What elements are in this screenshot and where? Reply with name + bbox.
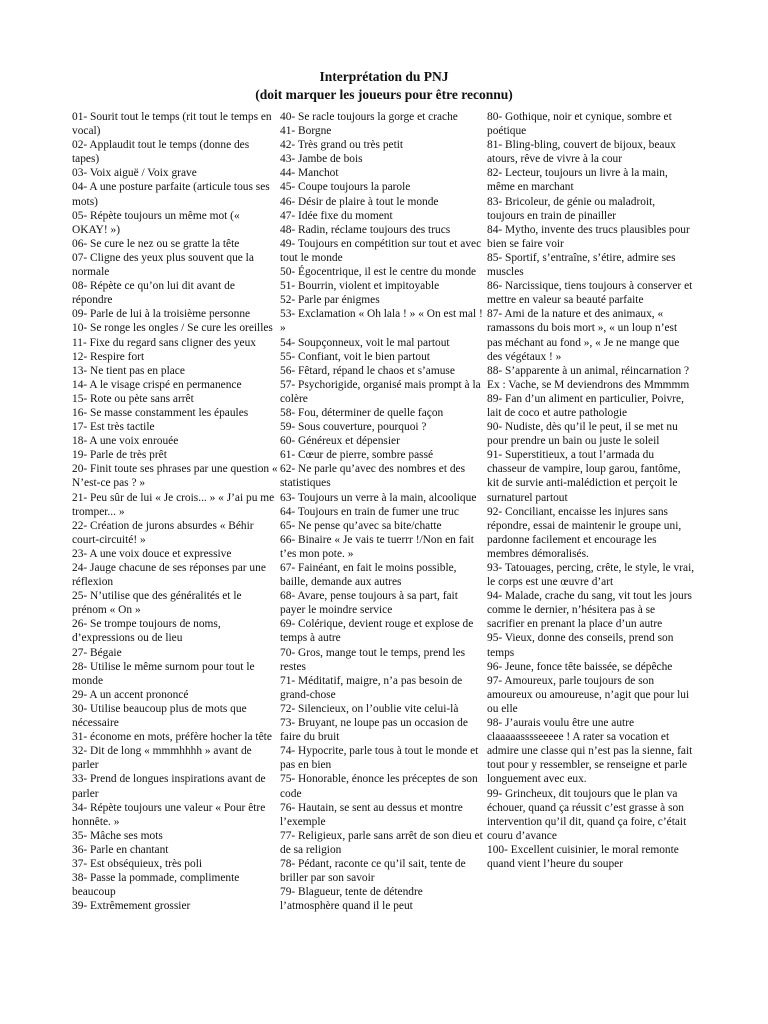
list-item: 17- Est très tactile xyxy=(72,421,155,434)
list-item: 43- Jambe de bois xyxy=(280,153,363,166)
list-item: 07- Cligne des yeux plus souvent que la normale xyxy=(72,251,254,279)
list-item: 92- Conciliant, encaisse les injures sans répondre, essai de maintenir le groupe uni, pardonne facilement et encourage les membres démoralisés. xyxy=(487,505,682,560)
list-item: 26- Se trompe toujours de noms, d’expressions ou de lieu xyxy=(72,618,221,645)
list-item: 24- Jauge chacune de ses réponses par une réflexion xyxy=(72,562,266,589)
list-item: 60- Généreux et dépensier xyxy=(280,435,400,448)
list-item: 44- Manchot xyxy=(280,167,339,180)
list-item: 08- Répète ce qu’on lui dit avant de répondre xyxy=(72,280,235,307)
list-item: 33- Prend de longues inspirations avant de parler xyxy=(72,773,266,800)
list-item: 95- Vieux, donne des conseils, prend son temps xyxy=(487,632,674,659)
list-item: 23- A une voix douce et expressive xyxy=(72,547,232,560)
list-item: 21- Peu sûr de lui « Je crois... » « J’ai pu me tromper... » xyxy=(72,491,275,518)
list-column-1 xyxy=(72,110,278,913)
list-column-2 xyxy=(280,110,484,913)
title-main: Interprétation du PNJ xyxy=(319,69,449,84)
list-item: 15- Rote ou pète sans arrêt xyxy=(72,392,194,405)
list-item: 38- Passe la pommade, complimente beaucoup xyxy=(72,872,240,899)
list-item: 50- Égocentrique, il est le centre du monde xyxy=(280,266,477,279)
list-item: 81- Bling-bling, couvert de bijoux, beaux atours, rêve de vivre à la cour xyxy=(487,139,676,166)
list-item: 04- A une posture parfaite (articule tous ses mots) xyxy=(72,181,270,208)
list-item: 22- Création de jurons absurdes « Béhir court-circuité! » xyxy=(72,519,254,546)
list-item: 78- Pédant, raconte ce qu’il sait, tente de briller par son savoir xyxy=(280,857,466,885)
list-item: 64- Toujours en train de fumer une truc xyxy=(280,505,459,518)
list-item: 18- A une voix enrouée xyxy=(72,435,179,448)
list-item: 49- Toujours en compétition sur tout et avec tout le monde xyxy=(280,237,482,264)
list-item: 30- Utilise beaucoup plus de mots que nécessaire xyxy=(72,702,247,730)
list-item: 42- Très grand ou très petit xyxy=(280,139,404,152)
list-item: 93- Tatouages, percing, crête, le style, le vrai, le corps est une œuvre d’art xyxy=(487,562,695,589)
list-item: 46- Désir de plaire à tout le monde xyxy=(280,195,439,208)
list-item: 05- Répète toujours un même mot (« OKAY! ») xyxy=(72,209,240,236)
list-item: 71- Méditatif, maigre, n’a pas besoin de grand-chose xyxy=(280,674,463,701)
list-item: 69- Colérique, devient rouge et explose de temps à autre xyxy=(280,618,474,645)
list-item: 16- Se masse constamment les épaules xyxy=(72,406,249,419)
list-item: 66- Binaire « Je vais te tuerrr !/Non en fait t’es mon pote. » xyxy=(280,533,474,560)
list-item: 68- Avare, pense toujours à sa part, fait payer le moindre service xyxy=(280,590,458,617)
list-item: 77- Religieux, parle sans arrêt de son dieu et de sa religion xyxy=(280,829,483,856)
list-item: 40- Se racle toujours la gorge et crache xyxy=(280,111,458,123)
list-item: 34- Répète toujours une valeur « Pour être honnête. » xyxy=(72,801,266,828)
list-item: 35- Mâche ses mots xyxy=(72,829,163,842)
list-item: 19- Parle de très prêt xyxy=(72,449,167,462)
list-item: 25- N’utilise que des généralités et le prénom « On » xyxy=(72,590,242,617)
list-item: 65- Ne pense qu’avec sa bite/chatte xyxy=(280,519,442,532)
list-item: 84- Mytho, invente des trucs plausibles pour bien se faire voir xyxy=(487,223,690,250)
list-item: 27- Bégaie xyxy=(72,646,122,659)
list-item: 41- Borgne xyxy=(280,125,332,138)
list-item: 73- Bruyant, ne loupe pas un occasion de faire du bruit xyxy=(280,717,468,744)
list-item: 80- Gothique, noir et cynique, sombre et poétique xyxy=(487,111,672,138)
list-column-3 xyxy=(487,110,695,871)
list-item: 94- Malade, crache du sang, vit tout les jours comme le dernier, n’hésitera pas à se sacrifier en prenant la place d’un autre xyxy=(487,590,692,631)
list-item: 11- Fixe du regard sans cligner des yeux xyxy=(72,336,256,349)
list-item: 90- Nudiste, dès qu’il le peut, il se met nu pour prendre un bain ou juste le soleil xyxy=(487,421,678,448)
list-item: 59- Sous couverture, pourquoi ? xyxy=(280,421,427,434)
list-item: 67- Fainéant, en fait le moins possible, baille, demande aux autres xyxy=(280,562,457,589)
list-item: 58- Fou, déterminer de quelle façon xyxy=(280,406,444,419)
list-item: 79- Blagueur, tente de détendre l’atmosphère quand il le peut xyxy=(280,886,423,913)
list-item: 88- S’apparente à un animal, réincarnation ? Ex : Vache, se M deviendrons des Mmmmm xyxy=(487,364,690,391)
list-item: 53- Exclamation « Oh lala ! » « On est mal ! » xyxy=(280,308,483,335)
list-item: 06- Se cure le nez ou se gratte la tête xyxy=(72,237,240,250)
list-item: 52- Parle par énigmes xyxy=(280,294,380,307)
list-item: 37- Est obséquieux, très poli xyxy=(72,857,203,870)
list-item: 54- Soupçonneux, voit le mal partout xyxy=(280,336,450,349)
list-item: 98- J’aurais voulu être une autre claaaaasssseeeee ! A rater sa vocation et admire une classe qui n’est pas la sienne, fait tout pour y ressembler, se renseigne et parle longuement avec eux. xyxy=(487,717,693,786)
list-item: 01- Sourit tout le temps (rit tout le temps en vocal) xyxy=(72,111,272,138)
list-item: 62- Ne parle qu’avec des nombres et des statistiques xyxy=(280,463,466,490)
list-item: 75- Honorable, énonce les préceptes de son code xyxy=(280,773,478,800)
list-item: 55- Confiant, voit le bien partout xyxy=(280,350,430,363)
list-item: 14- A le visage crispé en permanence xyxy=(72,378,242,391)
list-item: 85- Sportif, s’entraîne, s’étire, admire ses muscles xyxy=(487,251,676,279)
list-item: 47- Idée fixe du moment xyxy=(280,209,393,222)
list-item: 36- Parle en chantant xyxy=(72,843,169,856)
list-item: 83- Bricoleur, de génie ou maladroit, toujours en train de pinailler xyxy=(487,195,656,222)
list-item: 20- Finit toute ses phrases par une question « N’est-ce pas ? » xyxy=(72,463,278,490)
list-item: 70- Gros, mange tout le temps, prend les restes xyxy=(280,646,466,673)
list-item: 82- Lecteur, toujours un livre à la main, même en marchant xyxy=(487,167,668,194)
list-item: 13- Ne tient pas en place xyxy=(72,364,185,377)
list-item: 74- Hypocrite, parle tous à tout le monde et pas en bien xyxy=(280,745,479,772)
list-item: 03- Voix aiguë / Voix grave xyxy=(72,167,197,180)
list-item: 86- Narcissique, tiens toujours à conserver et mettre en valeur sa beauté parfaite xyxy=(487,280,693,307)
list-item: 02- Applaudit tout le temps (donne des tapes) xyxy=(72,139,250,166)
list-item: 61- Cœur de pierre, sombre passé xyxy=(280,449,434,462)
list-item: 48- Radin, réclame toujours des trucs xyxy=(280,223,451,236)
list-item: 96- Jeune, fonce tête baissée, se dépêche xyxy=(487,660,673,673)
list-item: 99- Grincheux, dit toujours que le plan va échouer, quand ça réussit c’est grasse à son intervention qu’il dit, quand ça foire, c’était couru d’avance xyxy=(487,787,687,842)
list-item: 63- Toujours un verre à la main, alcoolique xyxy=(280,491,477,504)
list-item: 72- Silencieux, on l’oublie vite celui-là xyxy=(280,702,459,715)
list-item: 10- Se ronge les ongles / Se cure les oreilles xyxy=(72,322,273,335)
list-item: 76- Hautain, se sent au dessus et montre l’exemple xyxy=(280,801,463,828)
list-item: 31- économe en mots, préfère hocher la tête xyxy=(72,731,272,744)
list-item: 39- Extrêmement grossier xyxy=(72,900,191,913)
list-item: 09- Parle de lui à la troisième personne xyxy=(72,308,251,321)
list-item: 57- Psychorigide, organisé mais prompt à la colère xyxy=(280,378,481,405)
list-item: 91- Superstitieux, a tout l’armada du chasseur de vampire, loup garou, fantôme, kit de survie anti-malédiction et perçoit le surnaturel partout xyxy=(487,449,681,504)
list-item: 32- Dit de long « mmmhhhh » avant de parler xyxy=(72,745,252,772)
list-item: 12- Respire fort xyxy=(72,350,145,363)
list-item: 51- Bourrin, violent et impitoyable xyxy=(280,280,440,293)
list-item: 45- Coupe toujours la parole xyxy=(280,181,411,194)
list-item: 87- Ami de la nature et des animaux, « ramassons du bois mort », « un loup n’est pas méchant au fond », « Je ne mange que des végétaux ! » xyxy=(487,308,680,363)
list-item: 97- Amoureux, parle toujours de son amoureux ou amoureuse, n’agit que pour lui ou elle xyxy=(487,674,690,715)
list-item: 89- Fan d’un aliment en particulier, Poivre, lait de coco et autre pathologie xyxy=(487,392,684,419)
list-item: 28- Utilise le même surnom pour tout le monde xyxy=(72,660,255,687)
list-item: 56- Fêtard, répand le chaos et s’amuse xyxy=(280,364,455,377)
document-title xyxy=(0,68,768,104)
list-item: 29- A un accent prononcé xyxy=(72,688,189,701)
list-item: 100- Excellent cuisinier, le moral remonte quand vient l’heure du souper xyxy=(487,843,679,870)
title-subtitle: (doit marquer les joueurs pour être reconnu) xyxy=(255,87,513,102)
